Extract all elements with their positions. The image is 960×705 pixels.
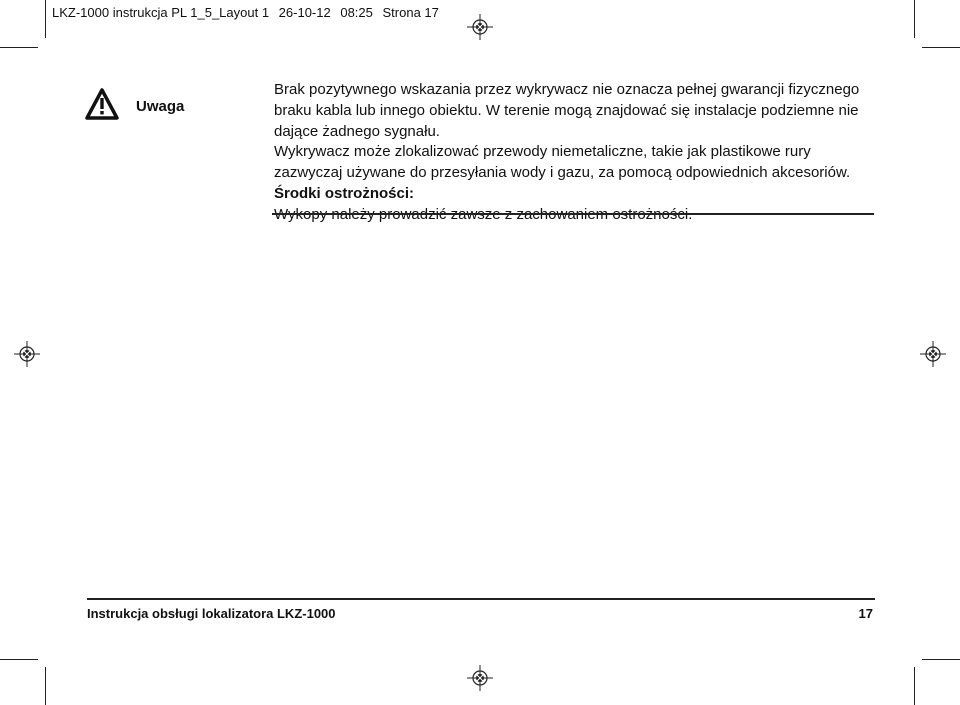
registration-mark-icon [920,341,946,367]
page-number: 17 [858,606,873,621]
warning-triangle-icon [85,88,119,120]
crop-mark [0,659,38,660]
crop-mark [0,47,38,48]
footer-divider [87,598,875,600]
crop-mark [922,659,960,660]
registration-mark-icon [467,14,493,40]
registration-mark-icon [467,665,493,691]
paragraph-no-signal: Brak pozytywnego wskazania przez wykrywacz nie oznacza pełnej gwarancji fizycznego braku kabla lub innego obiektu. W terenie mogą znajdować się instalacje podziemne nie dające żadnego sygnału. [274,81,860,140]
paragraph-excavation [274,205,878,226]
crop-mark [922,47,960,48]
crop-mark [914,667,915,705]
section-divider [272,213,874,215]
slug-time: 08:25 [340,5,373,20]
warning-body [274,80,878,226]
paragraph-nonmetallic: Wykrywacz może zlokalizować przewody niemetaliczne, takie jak plastikowe rury zazwyczaj używane do przesyłania wody i gazu, za pomocą odpowiednich akcesoriów. [274,143,851,182]
slug-date: 26-10-12 [278,5,331,20]
registration-mark-icon [14,341,40,367]
slug-file: LKZ-1000 instrukcja PL 1_5_Layout 1 [52,5,270,20]
warning-label: Uwaga [136,98,185,115]
print-slug [52,5,445,20]
crop-mark [45,667,46,705]
crop-mark [45,0,46,38]
crop-mark [914,0,915,38]
slug-page-label: Strona 17 [382,5,439,20]
precautions-heading: Środki ostrożności: [274,184,415,202]
footer-title: Instrukcja obsługi lokalizatora LKZ-1000 [87,606,336,621]
